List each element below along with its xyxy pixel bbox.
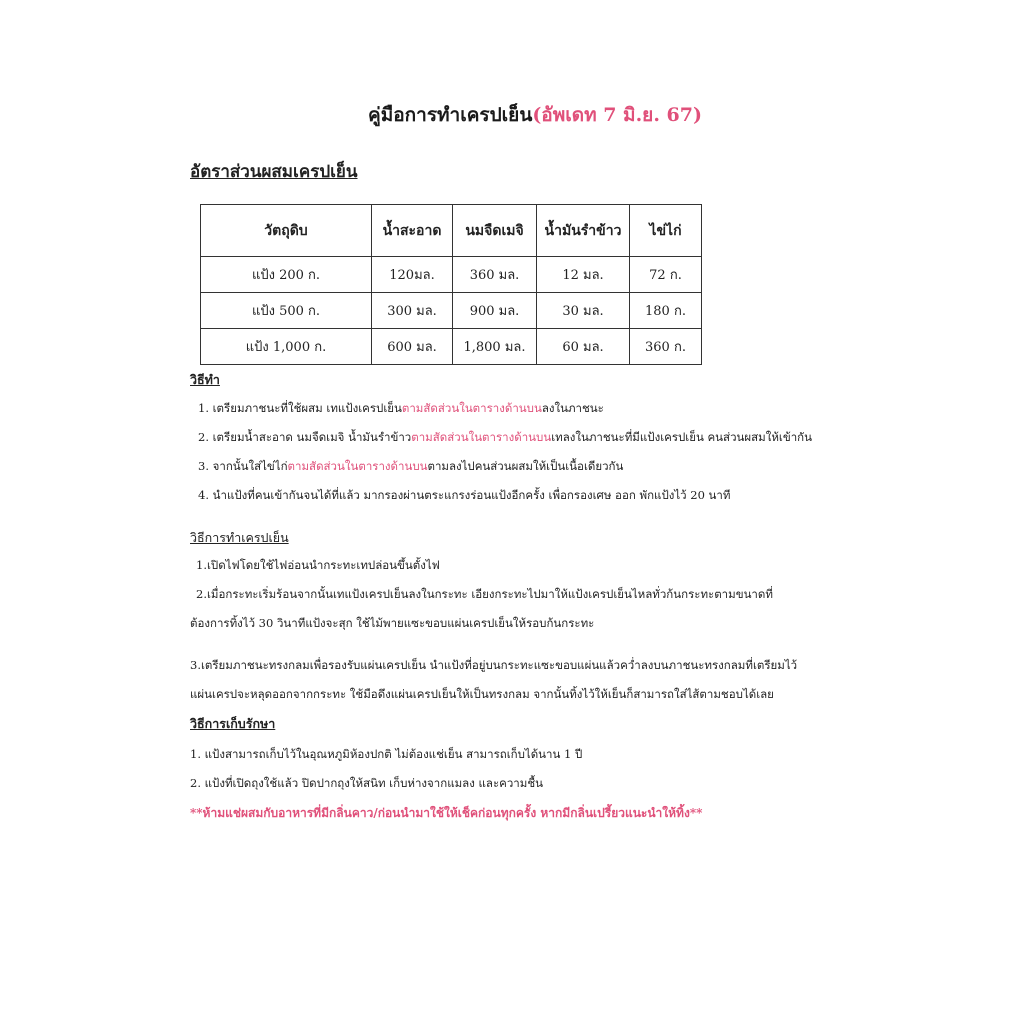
column-header: นมจืดเมจิ (453, 205, 537, 257)
step-text: 4. นำแป้งที่คนเข้ากันจนได้ที่แล้ว มากรองผ่านตระแกรงร่อนแป้งอีกครั้ง เพื่อกรองเศษ ออก พักแป้งไว้ 20 นาที (198, 488, 731, 502)
table-header-row (201, 205, 702, 257)
table-cell: แป้ง 200 ก. (201, 257, 372, 293)
table-row (201, 257, 702, 293)
table-cell: 600 มล. (372, 329, 453, 365)
cooking-line: ต้องการทิ้งไว้ 30 วินาทีแป้งจะสุก ใช้ไม้พายแซะขอบแผ่นเครปเย็นให้รอบก้นกระทะ (190, 616, 595, 630)
ratio-heading: อัตราส่วนผสมเครปเย็น (190, 162, 358, 182)
table-cell: 72 ก. (630, 257, 702, 293)
cooking-line: 3.เตรียมภาชนะทรงกลมเพื่อรองรับแผ่นเครปเย็น นำแป้งที่อยู่บนกระทะแซะขอบแผ่นแล้วคว่ำลงบนภาชนะทรงกลมที่เตรียมไว้ (190, 658, 798, 672)
step-text: 2. เตรียมน้ำสะอาด นมจืดเมจิ น้ำมันรำข้าว (198, 430, 412, 444)
table-cell: 360 ก. (630, 329, 702, 365)
table-row (201, 293, 702, 329)
update-date: (อัพเดท 7 มิ.ย. 67) (532, 104, 702, 126)
storage-line: 2. แป้งที่เปิดถุงใช้แล้ว ปิดปากถุงให้สนิท เก็บห่างจากแมลง และความชื้น (190, 776, 543, 790)
table-cell: แป้ง 1,000 ก. (201, 329, 372, 365)
cooking-line: 1.เปิดไฟโดยใช้ไฟอ่อนนำกระทะเทปล่อนขึ้นตั้งไฟ (196, 558, 440, 572)
cooking-line: 2.เมื่อกระทะเริ่มร้อนจากนั้นเทแป้งเครปเย็นลงในกระทะ เอียงกระทะไปมาให้แป้งเครปเย็นไหลทั่วก้นกระทะตามขนาดที่ (196, 587, 773, 601)
step-highlight: ตามสัดส่วนในตารางด้านบน (401, 401, 542, 415)
step-highlight: ตามสัดส่วนในตารางด้านบน (287, 459, 428, 473)
method-step (198, 487, 730, 505)
table-row (201, 329, 702, 365)
table-cell: 1,800 มล. (453, 329, 537, 365)
table-cell: 360 มล. (453, 257, 537, 293)
cooking-heading: วิธีการทำเครปเย็น (190, 530, 289, 545)
step-text: 3. จากนั้นใส่ไข่ไก่ (198, 459, 288, 473)
method-heading: วิธีทำ (190, 372, 220, 387)
table-cell: 12 มล. (537, 257, 630, 293)
step-highlight: ตามสัดส่วนในตารางด้านบน (411, 430, 552, 444)
column-header: น้ำสะอาด (372, 205, 453, 257)
column-header: ไข่ไก่ (630, 205, 702, 257)
column-header: วัตถุดิบ (201, 205, 372, 257)
step-text: ตามลงไปคนส่วนผสมให้เป็นเนื้อเดียวกัน (427, 459, 624, 473)
table-cell: แป้ง 500 ก. (201, 293, 372, 329)
warning-note: **ห้ามแช่ผสมกับอาหารที่มีกลิ่นคาว/ก่อนนำมาใช้ให้เช็คก่อนทุกครั้ง หากมีกลิ่นเปรี้ยวแนะนำให้ทิ้ง** (190, 806, 703, 820)
method-step (198, 429, 812, 447)
cooking-line: แผ่นเครปจะหลุดออกจากกระทะ ใช้มือดึงแผ่นเครปเย็นให้เป็นทรงกลม จากนั้นทิ้งไว้ให้เย็นก็สามารถใส่ไส้ตามชอบได้เลย (190, 687, 774, 701)
page-title (368, 100, 702, 130)
table-cell: 300 มล. (372, 293, 453, 329)
storage-heading: วิธีการเก็บรักษา (190, 716, 276, 731)
step-text: 1. เตรียมภาชนะที่ใช้ผสม เทแป้งเครปเย็น (198, 401, 402, 415)
step-text: เทลงในภาชนะที่มีแป้งเครปเย็น คนส่วนผสมให้เข้ากัน (551, 430, 812, 444)
column-header: น้ำมันรำข้าว (537, 205, 630, 257)
table-cell: 180 ก. (630, 293, 702, 329)
method-step (198, 400, 604, 418)
method-step (198, 458, 623, 476)
title-text: คู่มือการทำเครปเย็น (368, 104, 533, 126)
ratio-table (200, 204, 702, 365)
table-cell: 120มล. (372, 257, 453, 293)
storage-line: 1. แป้งสามารถเก็บไว้ในอุณหภูมิห้องปกติ ไม่ต้องแช่เย็น สามารถเก็บได้นาน 1 ปี (190, 747, 583, 761)
table-cell: 900 มล. (453, 293, 537, 329)
table-cell: 30 มล. (537, 293, 630, 329)
step-text: ลงในภาชนะ (541, 401, 604, 415)
table-cell: 60 มล. (537, 329, 630, 365)
